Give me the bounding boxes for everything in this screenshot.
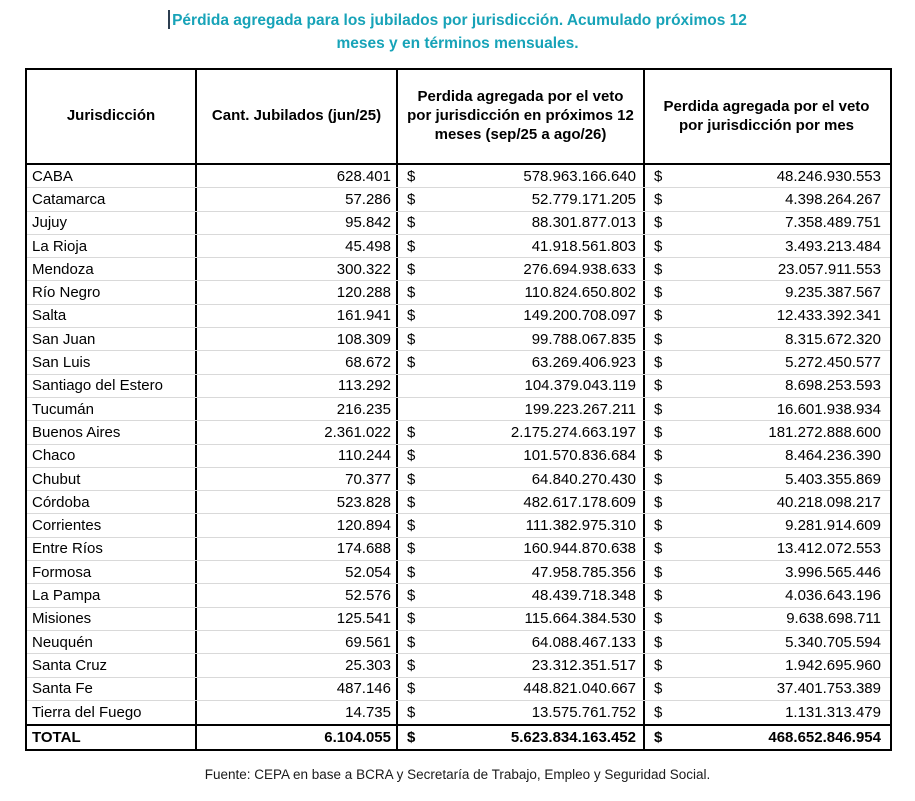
table-row [27,631,890,654]
amount-12-meses: 48.439.718.348 [531,586,636,604]
table-row [27,701,890,724]
table-row [27,538,890,561]
table-row [27,514,890,537]
amount-12-meses: 88.301.877.013 [531,214,636,232]
currency-symbol: $ [654,610,663,628]
cell-perdida-12-meses [398,584,645,606]
amount-por-mes: 3.996.565.446 [785,563,881,581]
currency-symbol: $ [407,167,416,185]
table-row [27,165,890,188]
page-title-text-2: meses y en términos mensuales. [336,35,579,52]
cell-jubilados: 52.054 [197,561,398,583]
cell-perdida-por-mes [645,305,888,327]
cell-jurisdiccion: Tierra del Fuego [27,701,197,724]
page-title [0,9,915,55]
cell-perdida-12-meses [398,491,645,513]
cell-perdida-por-mes [645,584,888,606]
header-perdida-12-meses: Perdida agregada por el veto por jurisdicción en próximos 12 meses (sep/25 a ago/26) [398,70,645,163]
cell-jurisdiccion: Salta [27,305,197,327]
currency-symbol: $ [654,377,663,395]
amount-12-meses: 578.963.166.640 [523,167,636,185]
data-table [25,68,892,751]
amount-por-mes: 5.340.705.594 [785,633,881,651]
amount-por-mes: 8.464.236.390 [785,447,881,465]
cell-jurisdiccion: Catamarca [27,188,197,210]
cell-perdida-12-meses [398,305,645,327]
page-title-text-1: Pérdida agregada para los jubilados por jurisdicción. Acumulado próximos 12 [172,12,747,29]
amount-por-mes: 16.601.938.934 [776,400,881,418]
amount-12-meses: 101.570.836.684 [523,447,636,465]
table-row [27,561,890,584]
cell-jubilados: 174.688 [197,538,398,560]
cell-perdida-por-mes [645,608,888,630]
table-row [27,421,890,444]
cell-jubilados: 57.286 [197,188,398,210]
amount-12-meses: 52.779.171.205 [531,190,636,208]
currency-symbol: $ [407,517,416,535]
cell-jubilados: 95.842 [197,212,398,234]
cell-perdida-12-meses [398,654,645,676]
cell-jurisdiccion: Chubut [27,468,197,490]
table-row [27,654,890,677]
total-perdida-por-mes [645,726,888,749]
currency-symbol: $ [407,728,416,746]
amount-12-meses: 104.379.043.119 [524,377,636,395]
currency-symbol: $ [654,703,663,721]
currency-symbol: $ [654,330,663,348]
amount-por-mes: 9.281.914.609 [785,517,881,535]
cell-perdida-por-mes [645,468,888,490]
amount-por-mes: 1.131.313.479 [785,703,881,721]
cell-jubilados: 25.303 [197,654,398,676]
currency-symbol: $ [407,656,416,674]
cell-jurisdiccion: Formosa [27,561,197,583]
cell-perdida-por-mes [645,514,888,536]
currency-symbol: $ [407,447,416,465]
table-row [27,328,890,351]
cell-perdida-12-meses [398,421,645,443]
cell-jurisdiccion: Mendoza [27,258,197,280]
table-row [27,445,890,468]
cell-jurisdiccion: Jujuy [27,212,197,234]
cell-jurisdiccion: CABA [27,165,197,187]
cell-jurisdiccion: Corrientes [27,514,197,536]
cell-jurisdiccion: Buenos Aires [27,421,197,443]
amount-12-meses: 448.821.040.667 [523,680,636,698]
cell-perdida-12-meses [398,468,645,490]
cell-perdida-12-meses [398,398,645,420]
cell-jurisdiccion: Santa Fe [27,678,197,700]
currency-symbol: $ [654,470,663,488]
cell-perdida-12-meses [398,631,645,653]
cell-perdida-por-mes [645,491,888,513]
cell-perdida-12-meses [398,165,645,187]
currency-symbol: $ [654,656,663,674]
currency-symbol: $ [654,586,663,604]
cell-perdida-12-meses [398,608,645,630]
currency-symbol: $ [654,728,663,746]
currency-symbol: $ [654,284,663,302]
currency-symbol: $ [654,400,663,418]
cell-jurisdiccion: Chaco [27,445,197,467]
currency-symbol: $ [407,703,416,721]
amount-por-mes: 8.315.672.320 [785,330,881,348]
amount-12-meses: 64.840.270.430 [531,470,636,488]
cell-perdida-12-meses [398,235,645,257]
amount-por-mes: 9.638.698.711 [786,610,881,628]
currency-symbol: $ [654,167,663,185]
cell-jubilados: 120.894 [197,514,398,536]
text-cursor-bar [168,10,170,29]
table-row [27,305,890,328]
currency-symbol: $ [407,260,416,278]
currency-symbol: $ [654,540,663,558]
cell-jubilados: 70.377 [197,468,398,490]
currency-symbol: $ [407,214,416,232]
table-row [27,188,890,211]
amount-12-meses: 199.223.267.211 [524,400,636,418]
table-row [27,375,890,398]
cell-jubilados: 120.288 [197,281,398,303]
cell-jurisdiccion: San Juan [27,328,197,350]
currency-symbol: $ [654,214,663,232]
cell-jurisdiccion: Santa Cruz [27,654,197,676]
table-row [27,258,890,281]
amount-por-mes: 3.493.213.484 [785,237,881,255]
amount-por-mes: 5.272.450.577 [785,354,881,372]
amount-por-mes: 4.036.643.196 [785,586,881,604]
table-row [27,398,890,421]
table-body [27,165,890,724]
header-cant-jubilados: Cant. Jubilados (jun/25) [197,70,398,163]
page-title-line-2 [0,32,915,55]
currency-symbol: $ [654,190,663,208]
cell-perdida-12-meses [398,328,645,350]
currency-symbol: $ [407,284,416,302]
amount-12-meses: 482.617.178.609 [523,493,636,511]
cell-perdida-12-meses [398,678,645,700]
currency-symbol: $ [407,330,416,348]
cell-perdida-por-mes [645,538,888,560]
header-jurisdiccion: Jurisdicción [27,70,197,163]
currency-symbol: $ [654,447,663,465]
cell-jubilados: 14.735 [197,701,398,724]
table-row [27,351,890,374]
table-row [27,608,890,631]
currency-symbol: $ [407,610,416,628]
cell-perdida-12-meses [398,561,645,583]
table-row [27,212,890,235]
page-title-line-1 [0,9,915,32]
cell-perdida-12-meses [398,188,645,210]
amount-por-mes: 23.057.911.553 [777,260,881,278]
cell-perdida-12-meses [398,351,645,373]
total-amount-por-mes: 468.652.846.954 [768,728,881,746]
table-row [27,281,890,304]
cell-perdida-por-mes [645,445,888,467]
total-jubilados: 6.104.055 [197,726,398,749]
table-row [27,678,890,701]
currency-symbol: $ [654,423,663,441]
cell-perdida-por-mes [645,258,888,280]
cell-perdida-12-meses [398,375,645,397]
cell-jubilados: 68.672 [197,351,398,373]
cell-perdida-12-meses [398,258,645,280]
currency-symbol: $ [654,237,663,255]
cell-perdida-por-mes [645,421,888,443]
currency-symbol: $ [407,493,416,511]
currency-symbol: $ [407,190,416,208]
cell-perdida-por-mes [645,375,888,397]
cell-perdida-por-mes [645,328,888,350]
cell-jubilados: 523.828 [197,491,398,513]
cell-jubilados: 628.401 [197,165,398,187]
currency-symbol: $ [654,260,663,278]
cell-perdida-por-mes [645,561,888,583]
cell-jurisdiccion: Tucumán [27,398,197,420]
currency-symbol: $ [407,563,416,581]
currency-symbol: $ [407,237,416,255]
amount-12-meses: 13.575.761.752 [531,703,636,721]
total-perdida-12-meses [398,726,645,749]
currency-symbol: $ [654,633,663,651]
amount-por-mes: 40.218.098.217 [776,493,881,511]
table-header-row [27,70,890,165]
currency-symbol: $ [654,563,663,581]
amount-12-meses: 47.958.785.356 [531,563,636,581]
currency-symbol: $ [654,680,663,698]
amount-12-meses: 115.664.384.530 [524,610,636,628]
currency-symbol: $ [407,586,416,604]
cell-jurisdiccion: La Pampa [27,584,197,606]
amount-por-mes: 7.358.489.751 [785,214,881,232]
amount-por-mes: 8.698.253.593 [785,377,881,395]
cell-jubilados: 69.561 [197,631,398,653]
amount-por-mes: 1.942.695.960 [785,656,881,674]
currency-symbol: $ [407,470,416,488]
table-row [27,491,890,514]
amount-12-meses: 23.312.351.517 [531,656,636,674]
table-row [27,235,890,258]
amount-por-mes: 48.246.930.553 [776,167,881,185]
cell-perdida-por-mes [645,398,888,420]
cell-jubilados: 45.498 [197,235,398,257]
currency-symbol: $ [407,307,416,325]
cell-perdida-por-mes [645,212,888,234]
table-row [27,584,890,607]
table-total-row [27,724,890,749]
cell-jurisdiccion: San Luis [27,351,197,373]
amount-12-meses: 160.944.870.638 [523,540,636,558]
amount-12-meses: 276.694.938.633 [523,260,636,278]
cell-perdida-12-meses [398,281,645,303]
cell-jurisdiccion: Santiago del Estero [27,375,197,397]
currency-symbol: $ [654,354,663,372]
currency-symbol: $ [407,354,416,372]
cell-jubilados: 216.235 [197,398,398,420]
table-row [27,468,890,491]
currency-symbol: $ [407,680,416,698]
amount-por-mes: 4.398.264.267 [785,190,881,208]
cell-jurisdiccion: Entre Ríos [27,538,197,560]
source-note: Fuente: CEPA en base a BCRA y Secretaría de Trabajo, Empleo y Seguridad Social. [204,766,711,782]
amount-por-mes: 5.403.355.869 [785,470,881,488]
amount-12-meses: 111.382.975.310 [525,517,636,535]
cell-jurisdiccion: Río Negro [27,281,197,303]
amount-12-meses: 64.088.467.133 [531,633,636,651]
cell-perdida-por-mes [645,351,888,373]
cell-perdida-12-meses [398,538,645,560]
cell-jubilados: 2.361.022 [197,421,398,443]
currency-symbol: $ [407,423,416,441]
currency-symbol: $ [407,540,416,558]
currency-symbol: $ [654,517,663,535]
cell-perdida-por-mes [645,631,888,653]
amount-por-mes: 181.272.888.600 [768,423,881,441]
cell-perdida-por-mes [645,701,888,724]
amount-12-meses: 99.788.067.835 [531,330,636,348]
cell-jubilados: 300.322 [197,258,398,280]
total-amount-12-meses: 5.623.834.163.452 [510,728,636,746]
amount-12-meses: 63.269.406.923 [531,354,636,372]
cell-jubilados: 108.309 [197,328,398,350]
amount-12-meses: 41.918.561.803 [531,237,636,255]
cell-perdida-por-mes [645,165,888,187]
cell-jurisdiccion: Misiones [27,608,197,630]
cell-jurisdiccion: Córdoba [27,491,197,513]
amount-12-meses: 149.200.708.097 [523,307,636,325]
amount-por-mes: 13.412.072.553 [776,540,881,558]
cell-jubilados: 161.941 [197,305,398,327]
header-perdida-por-mes: Perdida agregada por el veto por jurisdicción por mes [663,97,870,134]
cell-jurisdiccion: Neuquén [27,631,197,653]
cell-perdida-por-mes [645,235,888,257]
amount-12-meses: 110.824.650.802 [524,284,636,302]
amount-por-mes: 12.433.392.341 [776,307,881,325]
cell-perdida-12-meses [398,514,645,536]
amount-por-mes: 9.235.387.567 [785,284,881,302]
currency-symbol: $ [654,307,663,325]
cell-perdida-12-meses [398,445,645,467]
cell-perdida-12-meses [398,212,645,234]
currency-symbol: $ [407,633,416,651]
cell-perdida-por-mes [645,188,888,210]
total-label: TOTAL [27,726,197,749]
cell-jubilados: 110.244 [197,445,398,467]
cell-jurisdiccion: La Rioja [27,235,197,257]
cell-perdida-por-mes [645,678,888,700]
cell-jubilados: 52.576 [197,584,398,606]
amount-por-mes: 37.401.753.389 [776,680,881,698]
cell-perdida-12-meses [398,701,645,724]
cell-jubilados: 113.292 [197,375,398,397]
currency-symbol: $ [654,493,663,511]
cell-jubilados: 487.146 [197,678,398,700]
amount-12-meses: 2.175.274.663.197 [510,423,636,441]
cell-perdida-por-mes [645,654,888,676]
cell-jubilados: 125.541 [197,608,398,630]
cell-perdida-por-mes [645,281,888,303]
